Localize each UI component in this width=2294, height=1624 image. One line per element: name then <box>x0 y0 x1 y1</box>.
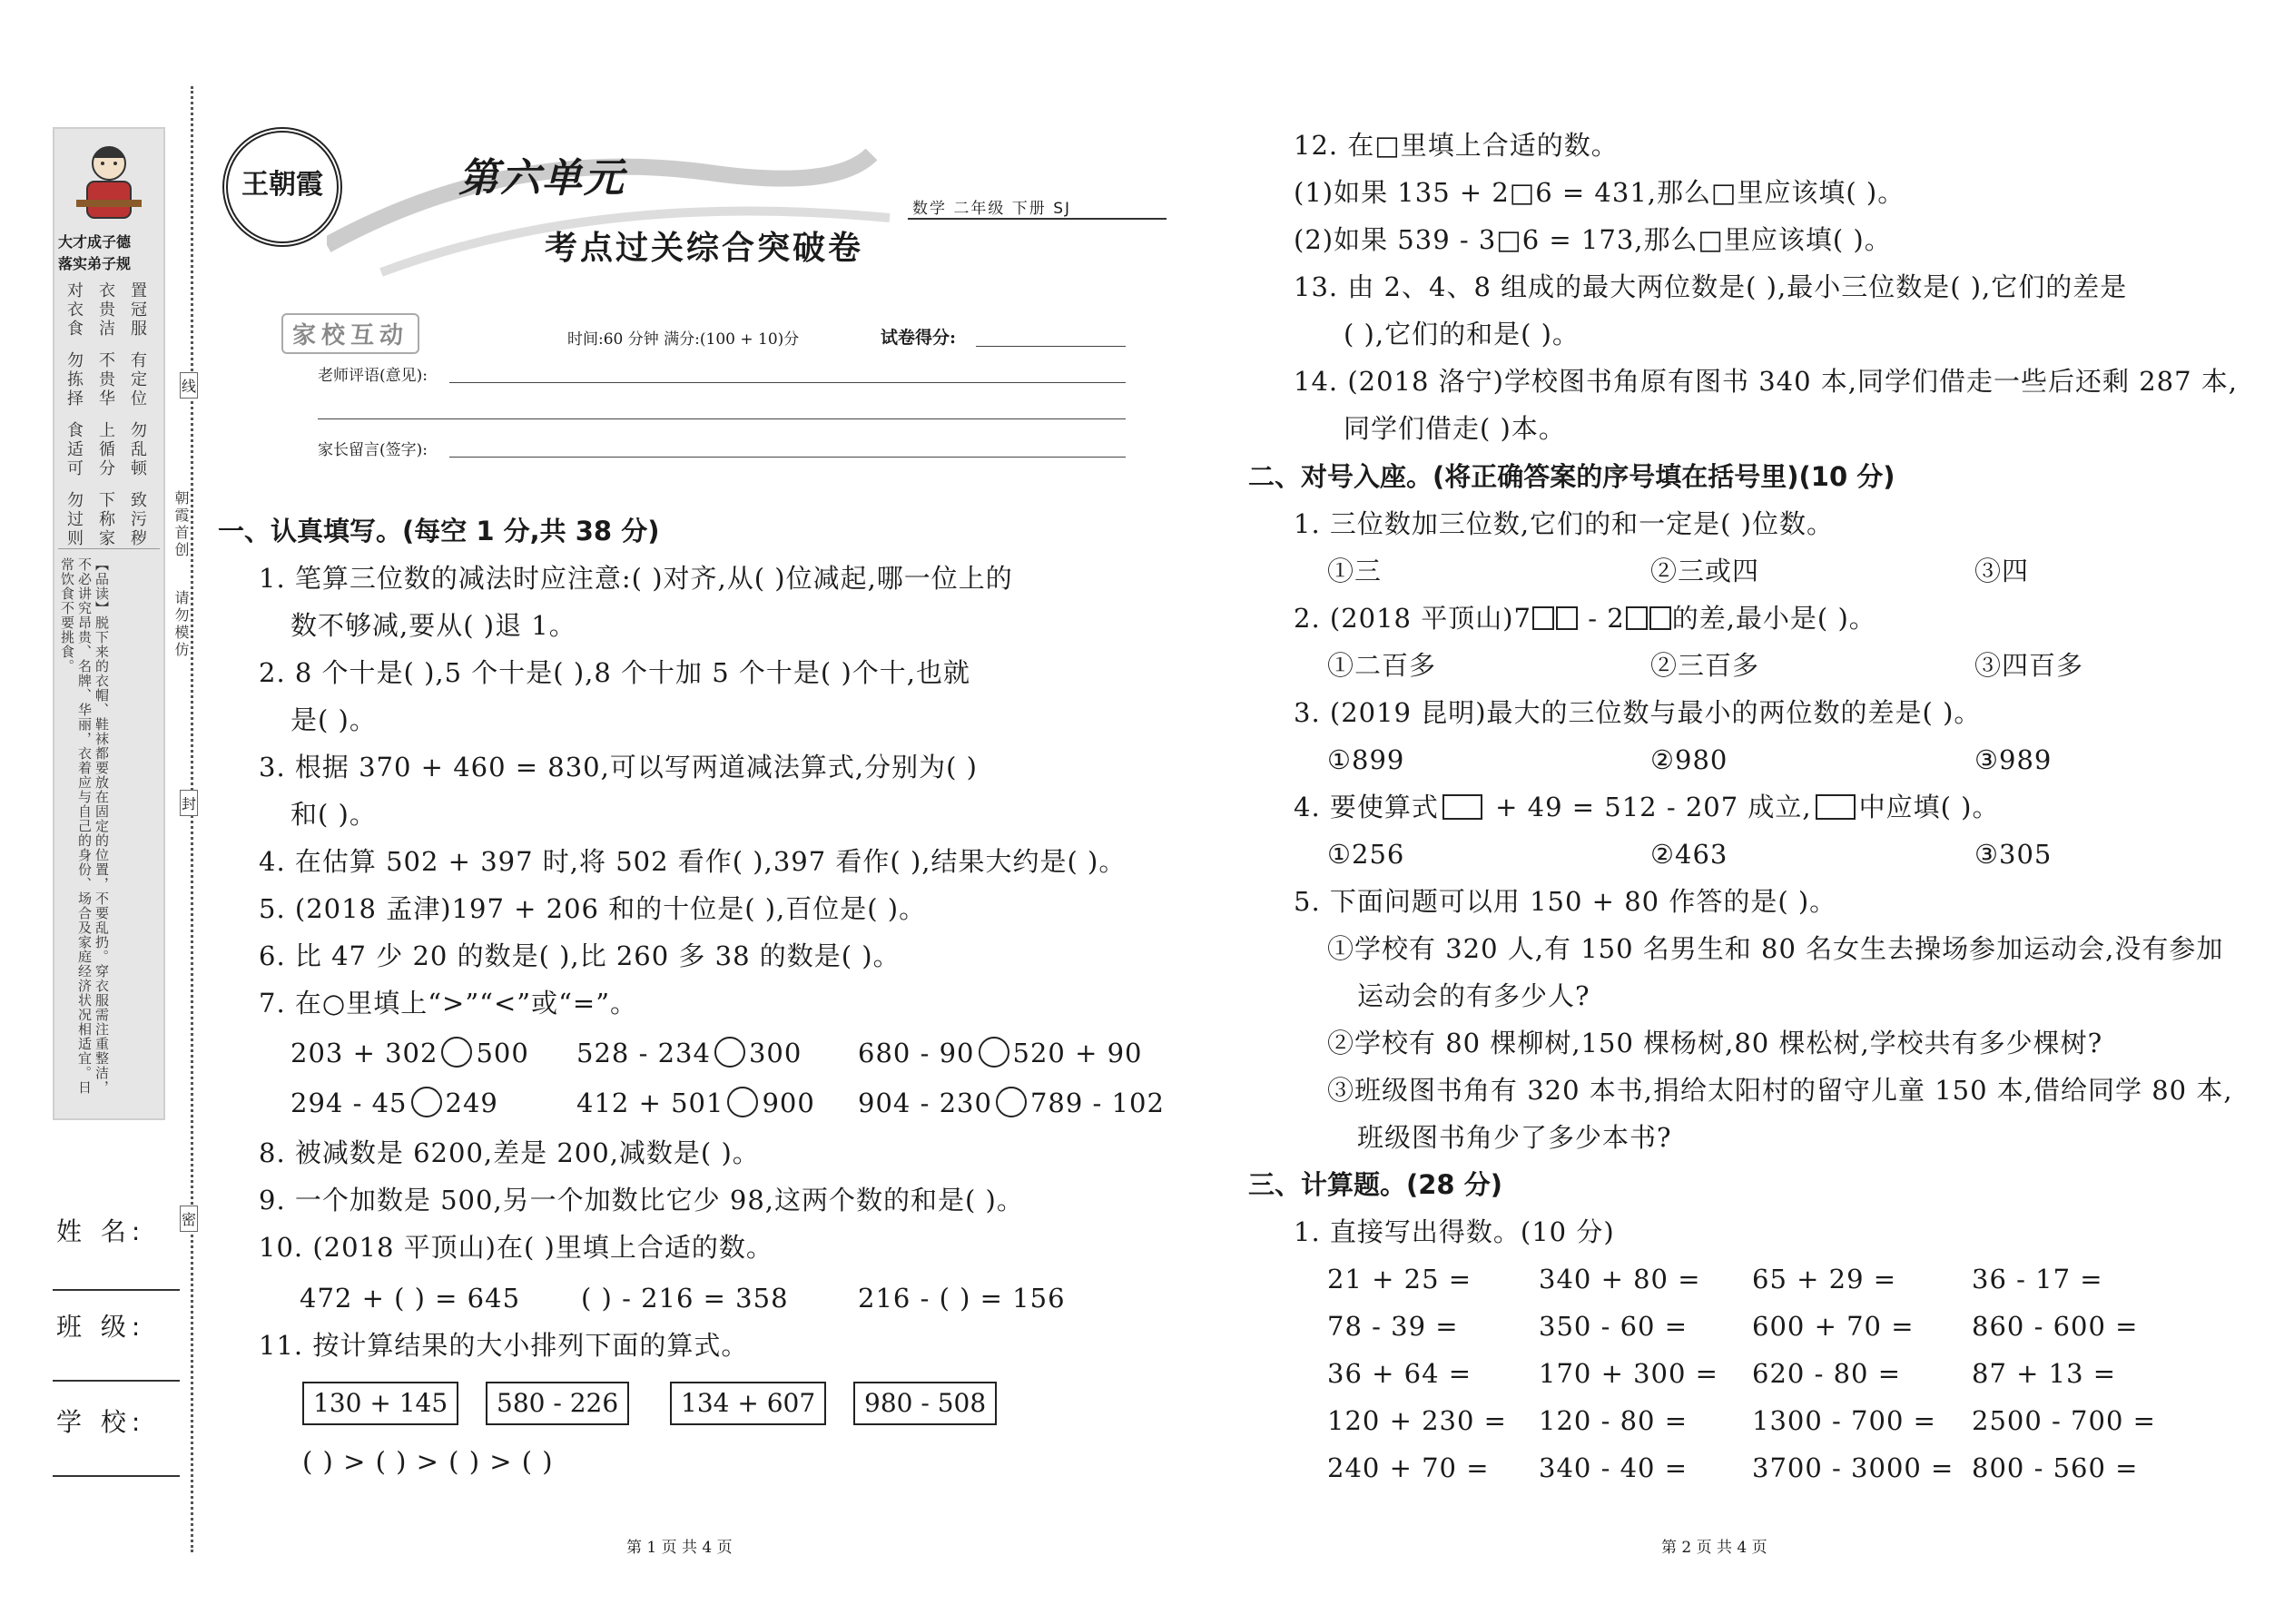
calc-item: 800 - 560 = <box>1972 1452 2139 1483</box>
option: ②三或四 <box>1650 556 1760 586</box>
bind-mark: 密 <box>180 1206 198 1232</box>
calc-item: 36 - 17 = <box>1972 1264 2103 1294</box>
page-footer: 第 1 页 共 4 页 <box>626 1539 733 1557</box>
question-line: 1. 三位数加三位数,它们的和一定是( )位数。 <box>1294 508 1834 539</box>
page-subtitle: 考点过关综合突破卷 <box>545 230 864 267</box>
question-line: 4. 要使算式 + 49 = 512 - 207 成立, 中应填( )。 <box>1294 792 2000 822</box>
name-label: 姓 名: <box>56 1216 146 1246</box>
question-line: 1. 直接写出得数。(10 分) <box>1294 1216 1615 1247</box>
question-line: 3. (2019 昆明)最大的三位数与最小的两位数的差是( )。 <box>1294 697 1982 728</box>
question-line: 5. (2018 孟津)197 + 206 和的十位是( ),百位是( )。 <box>259 893 927 924</box>
verse-col: 置冠服 <box>128 281 147 339</box>
school-field[interactable] <box>53 1475 180 1477</box>
section-heading: 二、对号入座。(将正确答案的序号填在括号里)(10 分) <box>1248 461 1895 492</box>
compare-circle[interactable] <box>727 1087 758 1117</box>
expression-box: 134 + 607 <box>670 1382 826 1425</box>
name-field[interactable] <box>53 1289 180 1291</box>
option: ①二百多 <box>1327 650 1437 681</box>
calc-item: 87 + 13 = <box>1972 1358 2117 1389</box>
motto-line-2: 落实弟子规 <box>58 255 132 272</box>
teacher-comment-label: 老师评语(意见): <box>318 367 428 385</box>
option: ①256 <box>1327 839 1405 870</box>
fill-item: 472 + ( ) = 645 <box>300 1283 521 1314</box>
calc-item: 120 + 230 = <box>1327 1405 1507 1436</box>
question-line: 7. 在○里填上“>”“<”或“=”。 <box>259 988 638 1019</box>
class-label: 班 级: <box>56 1312 146 1342</box>
question-line: 3. 根据 370 + 460 = 830,可以写两道减法算式,分别为( ) <box>259 752 978 782</box>
option: ③四 <box>1974 556 2030 586</box>
home-school-badge: 家校互动 <box>281 313 419 354</box>
calc-item: 240 + 70 = <box>1327 1452 1490 1483</box>
class-field[interactable] <box>53 1380 180 1382</box>
compare-circle[interactable] <box>411 1087 442 1117</box>
brand-logo: 王朝霞 <box>222 127 342 247</box>
question-line: 同学们借走( )本。 <box>1344 413 1566 444</box>
expression-box: 580 - 226 <box>486 1382 629 1425</box>
question-line: 11. 按计算结果的大小排列下面的算式。 <box>259 1330 749 1361</box>
question-line: 1. 笔算三位数的减法时应注意:( )对齐,从( )位减起,哪一位上的 <box>259 563 1013 594</box>
compare-circle[interactable] <box>996 1087 1027 1117</box>
binding-line <box>191 86 193 1552</box>
calc-item: 350 - 60 = <box>1539 1311 1689 1342</box>
compare-item: 294 - 45 249 <box>290 1088 498 1118</box>
option: ③305 <box>1974 839 2053 870</box>
parent-comment-field[interactable] <box>449 457 1126 458</box>
page-footer: 第 2 页 共 4 页 <box>1661 1539 1767 1557</box>
verse-col: 勿乱顿 <box>128 421 147 478</box>
calc-item: 340 - 40 = <box>1539 1452 1689 1483</box>
option: ③989 <box>1974 744 2053 775</box>
question-line: ( ),它们的和是( )。 <box>1344 319 1580 349</box>
calc-item: 78 - 39 = <box>1327 1311 1459 1342</box>
school-label: 学 校: <box>56 1407 146 1437</box>
calc-item: 600 + 70 = <box>1752 1311 1915 1342</box>
calc-item: 860 - 600 = <box>1972 1311 2139 1342</box>
side-note: 请勿模仿 <box>172 590 190 659</box>
section-heading: 一、认真填写。(每空 1 分,共 38 分) <box>218 516 660 546</box>
question-line: 13. 由 2、4、8 组成的最大两位数是( ),最小三位数是( ),它们的差是 <box>1294 271 2128 302</box>
compare-circle[interactable] <box>441 1037 472 1068</box>
question-line: 6. 比 47 少 20 的数是( ),比 260 多 38 的数是( )。 <box>259 940 901 971</box>
option: ②学校有 80 棵柳树,150 棵杨树,80 棵松树,学校共有多少棵树? <box>1327 1028 2103 1058</box>
question-line: 2. (2018 平顶山)7 - 2 的差,最小是( )。 <box>1294 603 1876 634</box>
bind-mark: 封 <box>180 790 198 816</box>
verse-col: 下称家 <box>96 491 115 548</box>
calc-item: 65 + 29 = <box>1752 1264 1897 1294</box>
calc-item: 120 - 80 = <box>1539 1405 1689 1436</box>
home-school-box <box>281 304 1171 486</box>
calc-item: 21 + 25 = <box>1327 1264 1472 1294</box>
calc-item: 340 + 80 = <box>1539 1264 1701 1294</box>
option: ①学校有 320 人,有 150 名男生和 80 名女生去操场参加运动会,没有参加 <box>1327 933 2224 964</box>
verse-col: 勿拣择 <box>64 351 84 408</box>
question-line: (1)如果 135 + 2□6 = 431,那么□里应该填( )。 <box>1294 177 1905 208</box>
option: ③四百多 <box>1974 650 2084 681</box>
expression-box: 130 + 145 <box>302 1382 458 1425</box>
option: ③班级图书角有 320 本书,捐给太阳村的留守儿童 150 本,借给同学 80 本, <box>1327 1075 2233 1106</box>
question-line: 数不够减,要从( )退 1。 <box>290 610 576 641</box>
verse-col: 上循分 <box>96 421 115 478</box>
option: ②980 <box>1650 744 1728 775</box>
score-field[interactable] <box>976 346 1126 347</box>
question-line: (2)如果 539 - 3□6 = 173,那么□里应该填( )。 <box>1294 224 1892 255</box>
mascot-figure <box>74 136 143 227</box>
compare-item: 528 - 234 300 <box>576 1038 802 1068</box>
compare-circle[interactable] <box>714 1037 745 1068</box>
compare-item: 904 - 230 789 - 102 <box>858 1088 1165 1118</box>
compare-item: 203 + 302 500 <box>290 1038 529 1068</box>
fill-item: 216 - ( ) = 156 <box>858 1283 1066 1314</box>
calc-item: 2500 - 700 = <box>1972 1405 2156 1436</box>
compare-circle[interactable] <box>979 1037 1009 1068</box>
question-line: 9. 一个加数是 500,另一个加数比它少 98,这两个数的和是( )。 <box>259 1185 1024 1216</box>
question-line: 10. (2018 平顶山)在( )里填上合适的数。 <box>259 1232 773 1263</box>
option: ①899 <box>1327 744 1405 775</box>
time-info: 时间:60 分钟 满分:(100 + 10)分 <box>567 330 800 349</box>
calc-item: 1300 - 700 = <box>1752 1405 1936 1436</box>
option: ②三百多 <box>1650 650 1760 681</box>
parent-comment-label: 家长留言(签字): <box>318 441 428 459</box>
question-line: 是( )。 <box>290 704 377 735</box>
verse-col: 不贵华 <box>96 351 115 408</box>
calc-item: 170 + 300 = <box>1539 1358 1718 1389</box>
section-heading: 三、计算题。(28 分) <box>1248 1169 1502 1200</box>
side-note: 朝霞首创 <box>172 490 190 559</box>
verse-col: 对衣食 <box>64 281 84 339</box>
question-line: 和( )。 <box>290 799 377 830</box>
question-line: 5. 下面问题可以用 150 + 80 作答的是( )。 <box>1294 886 1837 917</box>
fill-item: ( ) - 216 = 358 <box>581 1283 789 1314</box>
sidebar-panel <box>53 127 165 1120</box>
option: 运动会的有多少人? <box>1357 980 1590 1011</box>
verse-col: 衣贵洁 <box>96 281 115 339</box>
course-meta: 数学 二年级 下册 SJ <box>912 200 1072 218</box>
question-line: 12. 在□里填上合适的数。 <box>1294 130 1619 161</box>
option: ①三 <box>1327 556 1383 586</box>
motto-line-1: 大才成子德 <box>58 233 132 251</box>
verse-col: 有定位 <box>128 351 147 408</box>
page-title: 第六单元 <box>458 155 625 202</box>
calc-item: 620 - 80 = <box>1752 1358 1902 1389</box>
question-line: 2. 8 个十是( ),5 个十是( ),8 个十加 5 个十是( )个十,也就 <box>259 657 970 688</box>
reading-note: 【品读】脱下来的衣帽、鞋袜都要放在固定的位置，不要乱扔。穿衣服需注重整洁，不必讲究昂贵、名牌、华丽，衣着应与自己的身份、场合及家庭经济状况相适宜。日常饮食不要挑食。 <box>59 557 110 1095</box>
teacher-comment-field[interactable] <box>449 382 1126 383</box>
verse-col: 食适可 <box>64 421 84 478</box>
expression-box: 980 - 508 <box>853 1382 997 1425</box>
question-line: 14. (2018 洛宁)学校图书角原有图书 340 本,同学们借走一些后还剩 287 本, <box>1294 366 2239 397</box>
compare-item: 412 + 501 900 <box>576 1088 815 1118</box>
order-blanks: ( ) > ( ) > ( ) > ( ) <box>302 1446 554 1477</box>
option: ②463 <box>1650 839 1728 870</box>
option: 班级图书角少了多少本书? <box>1357 1122 1672 1153</box>
verse-col: 致污秽 <box>128 491 147 548</box>
bind-mark: 线 <box>180 372 198 399</box>
calc-item: 36 + 64 = <box>1327 1358 1472 1389</box>
score-label: 试卷得分: <box>881 328 957 348</box>
calc-item: 3700 - 3000 = <box>1752 1452 1954 1483</box>
verse-col: 勿过则 <box>64 491 84 548</box>
question-line: 8. 被减数是 6200,差是 200,减数是( )。 <box>259 1137 760 1168</box>
question-line: 4. 在估算 502 + 397 时,将 502 看作( ),397 看作( ),结果大约是( )。 <box>259 846 1127 877</box>
compare-item: 680 - 90 520 + 90 <box>858 1038 1143 1068</box>
